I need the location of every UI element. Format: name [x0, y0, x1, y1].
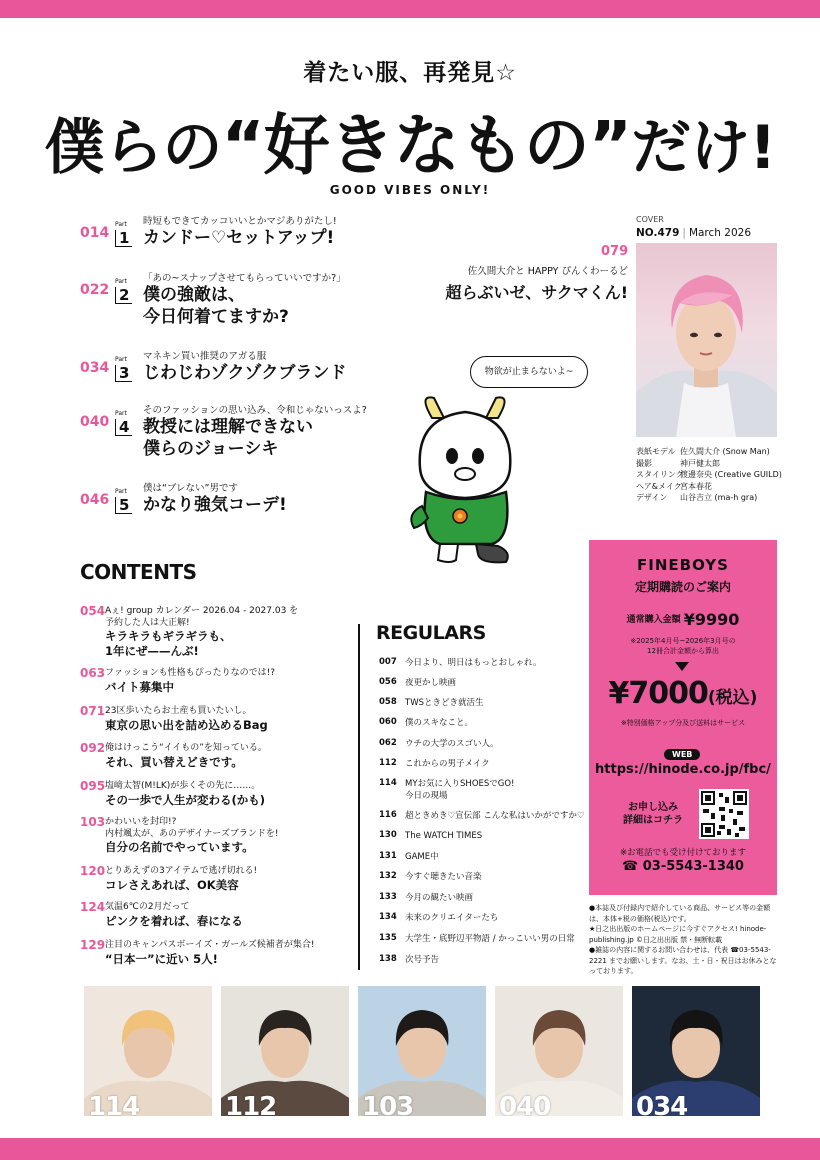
cover-photo[interactable] [636, 243, 777, 437]
cover-credits [636, 446, 782, 504]
regular-title: 夜更かし映画 [405, 678, 457, 688]
contents-heading: CONTENTS [80, 560, 197, 584]
feature-title [0, 92, 820, 187]
photo-page-number: 034 [636, 1092, 688, 1116]
regular-item[interactable] [379, 717, 473, 729]
regular-page: 116 [379, 810, 397, 820]
credit-role: スタイリング [636, 470, 684, 479]
regular-item[interactable] [379, 810, 584, 822]
contents-page: 071 [80, 704, 106, 718]
credit-role: デザイン [636, 493, 668, 502]
regular-price: ¥9990 [683, 610, 740, 629]
contents-lead: かわいいを封印!? 内村颯太が、あのデザイナーズブランドを! [105, 817, 279, 839]
part-lead: そのファッションの思い込み、令和じゃないっスよ? [143, 405, 367, 416]
issue-info [636, 227, 751, 239]
regular-page: 112 [379, 758, 397, 768]
column-divider [358, 624, 360, 970]
regular-title: 僕のスキなこと。 [405, 718, 474, 728]
subscription-box [589, 540, 777, 895]
regular-title: ウチの大学のスゴい人。 [405, 739, 499, 749]
top-pink-bar [0, 0, 820, 18]
regulars-heading: REGULARS [376, 622, 486, 644]
credit-name: 山谷吉立 (ma-h gra) [680, 493, 758, 502]
regular-page: 131 [379, 851, 397, 861]
regular-price-row [589, 610, 777, 629]
part-page-number: 034 [80, 360, 110, 376]
credit-role: ヘア&メイク [636, 481, 682, 491]
sale-price-note: ※特別価格アップ分及び送料はサービス [620, 719, 746, 727]
contents-item[interactable] [80, 900, 360, 940]
part-entry[interactable] [80, 402, 440, 458]
contents-page: 092 [80, 741, 106, 755]
contents-lead: 23区歩いたらお土産も買いたいし。 [105, 706, 252, 716]
part-number: 3 [115, 365, 132, 382]
contents-page: 103 [80, 815, 106, 829]
legal-notes: ●本誌及び付録内で紹介している商品、サービス等の金額は、本体+税の価格(税込)です。 ★日之出出版のホームページに今すぐアクセス! hinode-publishing.jp ©日之出出版 禁・無断転載 ●雑誌の内容に関するお問い合わせは、代表 ☎03-5543-2221 までお願いします。なお、土・日・祝日はお休みとなっております。 [589, 904, 777, 975]
person-photo[interactable] [495, 986, 623, 1116]
contents-lead: 塩﨑太智(M!LK)が歩くその先に……。 [105, 781, 261, 791]
contents-title: それ、買い替えどきです。 [105, 755, 243, 769]
regular-page: 135 [379, 933, 397, 943]
part-badge [115, 488, 137, 514]
photo-page-number: 114 [88, 1092, 140, 1116]
contents-title: バイト募集中 [105, 680, 174, 694]
title-part2: だけ! [631, 113, 776, 183]
contents-lead: 注目のキャンパスボーイズ・ガールズ候補者が集合! [105, 940, 315, 950]
cover-story-page: 079 [601, 244, 629, 259]
regular-item[interactable] [379, 778, 514, 802]
contents-item[interactable] [80, 666, 360, 706]
regular-page: 133 [379, 892, 397, 902]
regular-page: 058 [379, 697, 397, 707]
part-badge [115, 278, 137, 304]
regular-item[interactable] [379, 758, 490, 770]
contents-lead: 気温6℃の2月だって [105, 902, 190, 912]
regular-page: 056 [379, 677, 397, 687]
contents-item[interactable] [80, 938, 360, 978]
contents-lead: とりあえずの3アイテムで逃げ切れる! [105, 866, 258, 876]
part-entry[interactable] [80, 213, 440, 269]
regular-price-label: 通常購入金額 [626, 615, 681, 625]
credit-name: 渡邊奈央 (Creative GUILD) [680, 470, 782, 479]
photo-page-number: 112 [225, 1092, 277, 1116]
part-entry[interactable] [80, 480, 440, 536]
regular-item[interactable] [379, 697, 484, 709]
credit-name: 神戸健太郎 [680, 458, 720, 468]
web-badge: WEB [664, 749, 700, 760]
photo-page-number: 040 [499, 1092, 551, 1116]
regular-title: 大学生・底野辺平物語 / かっこいい男の日常 [405, 934, 575, 944]
brand-logo: FINEBOYS [637, 556, 729, 574]
contents-title: 東京の思い出を詰め込めるBag [105, 718, 268, 732]
part-label: Part [115, 488, 127, 495]
qr-code-icon[interactable] [699, 789, 749, 839]
magazine-subtitle: 着たい服、再発見☆ [303, 60, 517, 86]
regular-title: The WATCH TIMES [405, 831, 483, 841]
regular-page: 130 [379, 830, 397, 840]
regular-item[interactable] [379, 851, 439, 863]
credit-row [636, 458, 782, 470]
part-label: Part [115, 278, 127, 285]
part-title: 僕の強敵は、 今日何着てますか? [143, 285, 289, 327]
credit-row [636, 492, 782, 504]
part-page-number: 040 [80, 414, 110, 430]
part-title: かなり強気コーデ! [143, 495, 287, 515]
regular-title: 未来のクリエイターたち [405, 913, 499, 923]
contents-page: 120 [80, 864, 106, 878]
apply-text: お申し込み 詳細はコチラ [623, 802, 683, 826]
cover-story-title[interactable]: 超らぶいゼ、サクマくん! [445, 283, 628, 302]
contents-item[interactable] [80, 864, 360, 904]
regular-item[interactable] [379, 871, 482, 883]
part-number: 5 [115, 497, 132, 514]
person-photo[interactable] [221, 986, 349, 1116]
regular-item[interactable] [379, 738, 499, 750]
part-number: 2 [115, 287, 132, 304]
arrow-down-icon [675, 662, 689, 671]
contents-title: その一歩で人生が変わる(かも) [105, 793, 266, 807]
part-entry[interactable] [80, 270, 440, 326]
part-number: 1 [115, 230, 132, 247]
regular-title: MYお気に入りSHOESでGO! 今日の現場 [405, 779, 515, 801]
person-photo[interactable] [358, 986, 486, 1116]
contents-item[interactable] [80, 779, 360, 819]
person-photo[interactable] [632, 986, 760, 1116]
contents-item[interactable] [80, 741, 360, 781]
cover-story-lead: 佐久間大介と HAPPY ぴんくわーるど [467, 266, 628, 277]
credit-role: 表紙モデル [636, 447, 676, 456]
regular-title: 次号予告 [405, 955, 440, 965]
regular-item[interactable] [379, 830, 482, 842]
part-lead: 僕は“ブレない”男です [143, 483, 238, 494]
title-part1: 僕らの [44, 113, 222, 183]
part-badge [115, 410, 137, 436]
subscription-heading: 定期購読のご案内 [634, 580, 731, 594]
contents-page: 129 [80, 938, 106, 952]
credit-row [636, 469, 782, 481]
regular-page: 060 [379, 717, 397, 727]
part-title: 教授には理解できない 僕らのジョーシキ [143, 417, 313, 459]
phone-number[interactable]: ☎ 03-5543-1340 [622, 859, 744, 874]
contents-item[interactable] [80, 604, 360, 658]
subscription-url-link[interactable]: https://hinode.co.jp/fbc/ [595, 762, 771, 777]
issue-separator: | [682, 227, 686, 239]
phone-note: ※お電話でも受け付けております [619, 848, 747, 858]
sale-price-row [589, 676, 777, 711]
part-label: Part [115, 356, 127, 363]
part-title: カンドー♡セットアップ! [143, 228, 335, 248]
issue-date: March 2026 [688, 227, 752, 239]
cover-person-illustration [636, 243, 777, 437]
contents-lead: Aぇ! group カレンダー 2026.04 - 2027.03 を 予約した人は大正解! [105, 606, 299, 628]
contents-title: キラキラもギラギラも、 1年にぜ——んぶ! [105, 629, 232, 658]
regular-item[interactable] [379, 954, 439, 966]
part-page-number: 022 [80, 282, 110, 298]
regular-title: これからの男子メイク [405, 759, 490, 769]
contents-title: “日本一”に近い 5人! [105, 952, 218, 966]
part-badge [115, 356, 137, 382]
part-entry[interactable] [80, 348, 440, 404]
title-big: “好きなもの” [221, 107, 632, 184]
sale-price: ¥7000 [608, 676, 708, 711]
contents-title: ピンクを着れば、春になる [105, 914, 243, 928]
part-lead: 「あの~スナップさせてもらっていいですか?」 [143, 273, 346, 284]
credit-name: 宮本春花 [680, 481, 712, 491]
regular-title: 今すぐ聴きたい音楽 [405, 872, 482, 882]
regular-item[interactable] [379, 892, 473, 904]
bottom-pink-bar [0, 1138, 820, 1160]
part-label: Part [115, 410, 127, 417]
contents-page: 095 [80, 779, 106, 793]
part-lead: マネキン買い推奨のアガる服 [143, 351, 267, 362]
sale-tax-label: (税込) [707, 688, 758, 708]
part-page-number: 014 [80, 225, 110, 241]
cover-label: COVER [636, 215, 664, 224]
contents-page: 054 [80, 604, 106, 618]
regular-item[interactable] [379, 933, 575, 945]
regular-title: TWSときどき就活生 [405, 698, 484, 708]
photo-page-number: 103 [362, 1092, 414, 1116]
contents-item[interactable] [80, 815, 360, 855]
part-label: Part [115, 221, 127, 228]
regular-price-note: ※2025年4月号~2026年3月号の 12冊合計金額から算出 [630, 637, 736, 655]
speech-bubble: 物欲が止まらないよ~ [470, 356, 588, 388]
part-badge [115, 221, 137, 247]
part-number: 4 [115, 419, 132, 436]
contents-title: 自分の名前でやっています。 [105, 840, 254, 854]
credit-role: 撮影 [636, 458, 652, 468]
contents-title: コレさえあれば、OK美容 [105, 878, 239, 892]
credit-name: 佐久間大介 (Snow Man) [680, 447, 770, 456]
regular-title: 超ときめき♡宣伝部 こんな私はいかがですか♡ [405, 811, 585, 821]
contents-page: 124 [80, 900, 106, 914]
regular-item[interactable] [379, 657, 542, 669]
regular-title: GAME中 [405, 852, 439, 862]
part-page-number: 046 [80, 492, 110, 508]
contents-lead: ファッションも性格もぴったりなのでは!? [105, 668, 276, 678]
issue-number: NO.479 [636, 227, 680, 239]
contents-page: 063 [80, 666, 106, 680]
regular-page: 138 [379, 954, 397, 964]
part-title: じわじわゾクゾクブランド [143, 363, 347, 383]
credit-row [636, 446, 782, 458]
regular-item[interactable] [379, 677, 456, 689]
part-lead: 時短もできてカッコいいとかマジありがたし! [143, 216, 337, 227]
regular-page: 062 [379, 738, 397, 748]
tagline: GOOD VIBES ONLY! [329, 183, 491, 197]
regular-page: 132 [379, 871, 397, 881]
credit-row [636, 481, 782, 493]
contents-lead: 俺はけっこう“イイもの”を知っている。 [105, 743, 267, 753]
regular-page: 134 [379, 912, 397, 922]
regular-title: 今月の観たい映画 [405, 893, 474, 903]
contents-item[interactable] [80, 704, 360, 744]
regular-item[interactable] [379, 912, 498, 924]
mascot-illustration [400, 388, 530, 568]
person-photo[interactable] [84, 986, 212, 1116]
regular-title: 今日より、明日はもっとおしゃれ。 [405, 658, 542, 668]
regular-page: 007 [379, 657, 397, 667]
regular-page: 114 [379, 778, 397, 788]
